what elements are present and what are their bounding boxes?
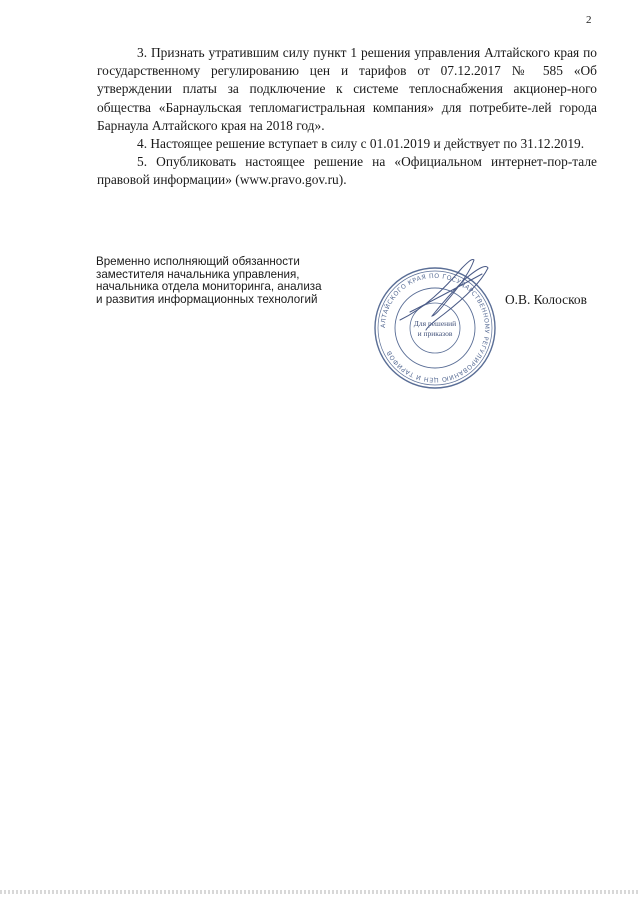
- position-line: заместителя начальника управления,: [96, 267, 300, 281]
- signatory-position: [96, 256, 366, 306]
- paragraph-line: «Об утверждении платы за подключение к системе теплоснабжения акционер-: [97, 63, 597, 97]
- official-seal: [370, 258, 500, 398]
- seal-middle-ring: [395, 288, 475, 368]
- paragraph-line: 31.12.2019.: [520, 136, 585, 152]
- seal-inner-ring: [410, 303, 460, 353]
- scan-edge-artifact: [0, 890, 640, 894]
- page-number: 2: [586, 14, 592, 26]
- paragraph-item-4: [97, 135, 597, 153]
- paragraph-line: 3. Признать утратившим силу пункт 1 решения управления Алтайского: [137, 45, 550, 60]
- paragraph-line: 4. Настоящее решение вступает в силу с 01.01.2019 и действует по: [137, 136, 518, 152]
- seal-rings: [375, 268, 495, 388]
- paragraph-line: края по государственному регулированию цен и тарифов от 07.12.2017 № 585: [97, 45, 598, 79]
- signatory-name: О.В. Колосков: [505, 292, 587, 307]
- seal-center-line-2: и приказов: [417, 329, 453, 338]
- position-line: и развития информационных технологий: [96, 292, 318, 306]
- seal-ring-text-path: АЛТАЙСКОГО КРАЯ ПО ГОСУДАРСТВЕННОМУ РЕГУЛИРОВАНИЮ ЦЕН И ТАРИФОВ: [379, 272, 491, 384]
- paragraph-line: тале правовой информации» (www.pravo.gov.ru).: [97, 154, 597, 188]
- paragraph-item-3: [97, 44, 597, 135]
- seal-outer-ring: [375, 268, 495, 388]
- paragraph-item-5: [97, 153, 597, 189]
- decision-body: [97, 44, 597, 190]
- paragraph-line: лей города Барнаула Алтайского края на 2018 год».: [97, 99, 597, 133]
- paragraph-line: 5. Опубликовать настоящее решение на «Официальном интернет-пор-: [137, 154, 573, 170]
- seal-center-line-1: Для решений: [413, 319, 457, 328]
- paragraph-line: ного общества «Барнаульская тепломагистральная компания» для потребите-: [97, 81, 597, 115]
- position-line: Временно исполняющий обязанности: [96, 255, 300, 268]
- position-line: начальника отдела мониторинга, анализа: [96, 280, 322, 294]
